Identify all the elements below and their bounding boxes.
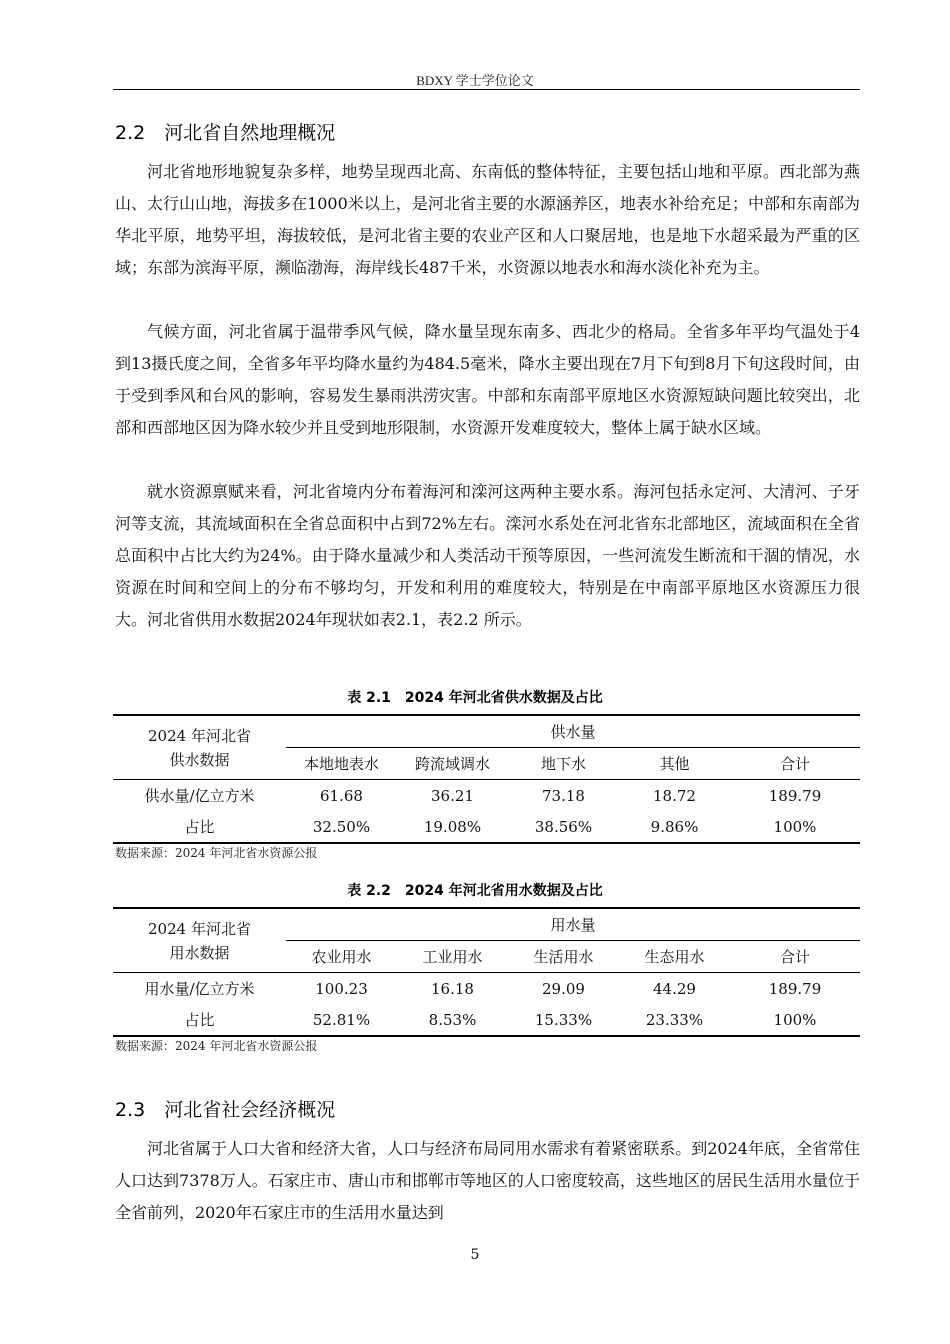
table-row — [113, 973, 860, 1005]
table-row — [113, 780, 860, 812]
table-cell: 16.18 — [431, 979, 474, 998]
table-cell: 61.68 — [320, 786, 363, 805]
paragraph-socioeconomic: 河北省属于人口大省和经济大省，人口与经济布局同用水需求有着紧密联系。到2024年底，全省常住人口达到7378万人。石家庄市、唐山市和邯郸市等地区的人口密度较高，这些地区的居民生活用水量位于全省前列，2020年石家庄市的生活用水量达到 — [115, 1139, 860, 1222]
table-cell: 15.33% — [508, 1004, 619, 1036]
table-cell: 100.23 — [315, 979, 368, 998]
paragraph-water-resources: 就水资源禀赋来看，河北省境内分布着海河和滦河这两种主要水系。海河包括永定河、大清河、子牙河等支流，其流域面积在全省总面积中占到72%左右。滦河水系处在河北省东北部地区，流域面积在全省总面积中占比大约为24%。由于降水量减少和人类活动干预等原因，一些河流发生断流和干涸的情况，水资源在时间和空间上的分布不够均匀，开发和利用的难度较大，特别是在中南部平原地区水资源压力很大。河北省供用水数据2024年现状如表2.1，表2.2 所示。 — [115, 482, 860, 629]
table-cell: 100% — [730, 811, 860, 843]
column-header: 本地地表水 — [286, 748, 397, 780]
table-cell: 36.21 — [431, 786, 474, 805]
row-label: 用水量/亿立方米 — [144, 980, 255, 998]
table-cell: 189.79 — [768, 786, 822, 805]
column-header: 生态用水 — [619, 941, 730, 973]
table-cell: 18.72 — [653, 786, 696, 805]
header-rule — [113, 89, 860, 90]
section-2-2-title: 2.2 河北省自然地理概况 — [115, 122, 336, 144]
table-2-2-source: 数据来源：2024 年河北省水资源公报 — [115, 1039, 318, 1053]
column-header: 合计 — [730, 941, 860, 973]
table-cell: 189.79 — [768, 979, 822, 998]
table-row — [113, 811, 860, 843]
running-header: BDXY 学士学位论文 — [416, 73, 534, 88]
page-number: 5 — [470, 1247, 480, 1263]
table-cell: 73.18 — [542, 786, 585, 805]
table-2-1-caption: 表 2.1 2024 年河北省供水数据及占比 — [347, 690, 603, 706]
table-2-1 — [113, 714, 860, 844]
column-header: 农业用水 — [286, 941, 397, 973]
table-2-1-corner-header — [113, 715, 286, 780]
corner-line-2: 用水数据 — [169, 943, 230, 962]
table-2-2-caption: 表 2.2 2024 年河北省用水数据及占比 — [347, 883, 603, 899]
table-2-2-group-header: 用水量 — [286, 908, 860, 941]
table-cell: 32.50% — [286, 811, 397, 843]
table-cell: 8.53% — [397, 1004, 508, 1036]
table-cell: 38.56% — [508, 811, 619, 843]
row-label: 占比 — [113, 811, 286, 843]
column-header: 地下水 — [508, 748, 619, 780]
row-label: 占比 — [113, 1004, 286, 1036]
corner-line-2: 供水数据 — [169, 750, 230, 769]
corner-line-1: 2024 年河北省 — [148, 919, 251, 938]
table-2-1-source: 数据来源：2024 年河北省水资源公报 — [115, 846, 318, 860]
column-header: 工业用水 — [397, 941, 508, 973]
table-row — [113, 1004, 860, 1036]
column-header: 跨流域调水 — [397, 748, 508, 780]
column-header: 合计 — [730, 748, 860, 780]
table-cell: 44.29 — [653, 979, 696, 998]
table-cell: 100% — [730, 1004, 860, 1036]
row-label: 供水量/亿立方米 — [144, 787, 255, 805]
table-2-2-corner-header — [113, 908, 286, 973]
table-2-1-group-header: 供水量 — [286, 715, 860, 748]
table-2-2 — [113, 907, 860, 1037]
table-cell: 52.81% — [286, 1004, 397, 1036]
paragraph-terrain: 河北省地形地貌复杂多样，地势呈现西北高、东南低的整体特征，主要包括山地和平原。西北部为燕山、太行山山地，海拔多在1000米以上，是河北省主要的水源涵养区，地表水补给充足；中部和东南部为华北平原，地势平坦，海拔较低，是河北省主要的农业产区和人口聚居地，也是地下水超采最为严重的区域；东部为滨海平原，濒临渤海，海岸线长487千米，水资源以地表水和海水淡化补充为主。 — [115, 162, 860, 277]
column-header: 生活用水 — [508, 941, 619, 973]
table-cell: 19.08% — [397, 811, 508, 843]
table-cell: 9.86% — [619, 811, 730, 843]
table-cell: 29.09 — [542, 979, 585, 998]
column-header: 其他 — [619, 748, 730, 780]
corner-line-1: 2024 年河北省 — [148, 726, 251, 745]
section-2-3-title: 2.3 河北省社会经济概况 — [115, 1099, 336, 1121]
table-cell: 23.33% — [619, 1004, 730, 1036]
paragraph-climate: 气候方面，河北省属于温带季风气候，降水量呈现东南多、西北少的格局。全省多年平均气温处于4到13摄氏度之间，全省多年平均降水量约为484.5毫米，降水主要出现在7月下旬到8月下旬这段时间，由于受到季风和台风的影响，容易发生暴雨洪涝灾害。中部和东南部平原地区水资源短缺问题比较突出，北部和西部地区因为降水较少并且受到地形限制，水资源开发难度较大，整体上属于缺水区域。 — [115, 322, 860, 437]
